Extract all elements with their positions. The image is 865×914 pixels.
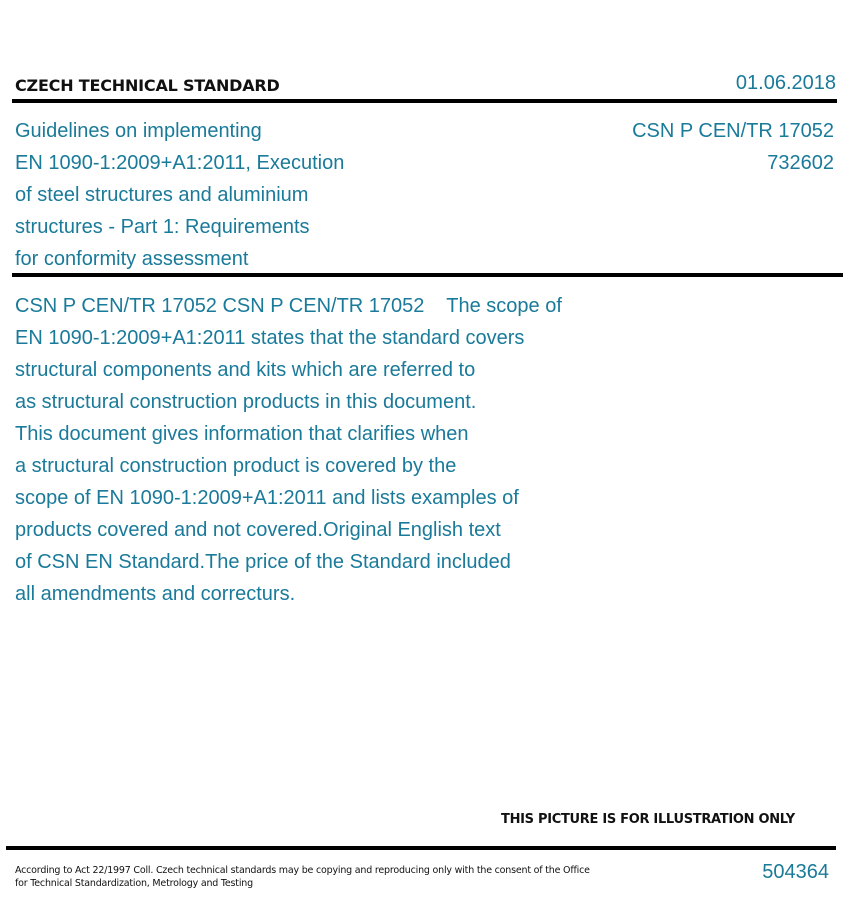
- description-line: CSN P CEN/TR 17052 CSN P CEN/TR 17052 The scope of: [15, 295, 562, 317]
- title-line: EN 1090-1:2009+A1:2011, Execution: [15, 152, 345, 174]
- description-line: This document gives information that clarifies when: [15, 423, 469, 445]
- description-line: as structural construction products in this document.: [15, 391, 477, 413]
- title-line: for conformity assessment: [15, 248, 249, 270]
- title-divider: [12, 273, 843, 277]
- legal-notice-line: According to Act 22/1997 Coll. Czech technical standards may be copying and reproducing only with the consent of the Office: [15, 865, 590, 876]
- title-line: Guidelines on implementing: [15, 120, 262, 142]
- legal-notice: [15, 864, 605, 890]
- standard-description: [15, 290, 635, 610]
- description-line: a structural construction product is covered by the: [15, 455, 457, 477]
- title-line: of steel structures and aluminium: [15, 184, 309, 206]
- catalog-number: 732602: [767, 152, 834, 174]
- document-id: 504364: [762, 861, 829, 883]
- header-divider: [12, 99, 837, 103]
- publication-date: 01.06.2018: [735, 72, 836, 94]
- standard-code: CSN P CEN/TR 17052: [632, 120, 834, 142]
- description-line: scope of EN 1090-1:2009+A1:2011 and lists examples of: [15, 487, 519, 509]
- description-line: all amendments and correcturs.: [15, 583, 296, 605]
- description-line: of CSN EN Standard.The price of the Standard included: [15, 551, 511, 573]
- footer-divider: [6, 846, 836, 850]
- title-line: structures - Part 1: Requirements: [15, 216, 310, 238]
- description-line: EN 1090-1:2009+A1:2011 states that the standard covers: [15, 327, 525, 349]
- description-line: products covered and not covered.Original English text: [15, 519, 501, 541]
- description-line: structural components and kits which are referred to: [15, 359, 476, 381]
- legal-notice-line: for Technical Standardization, Metrology and Testing: [15, 878, 253, 889]
- standard-title: [15, 115, 395, 275]
- illustration-disclaimer: THIS PICTURE IS FOR ILLUSTRATION ONLY: [501, 812, 795, 827]
- standard-type-label: CZECH TECHNICAL STANDARD: [15, 76, 280, 95]
- standard-codes: [632, 115, 834, 179]
